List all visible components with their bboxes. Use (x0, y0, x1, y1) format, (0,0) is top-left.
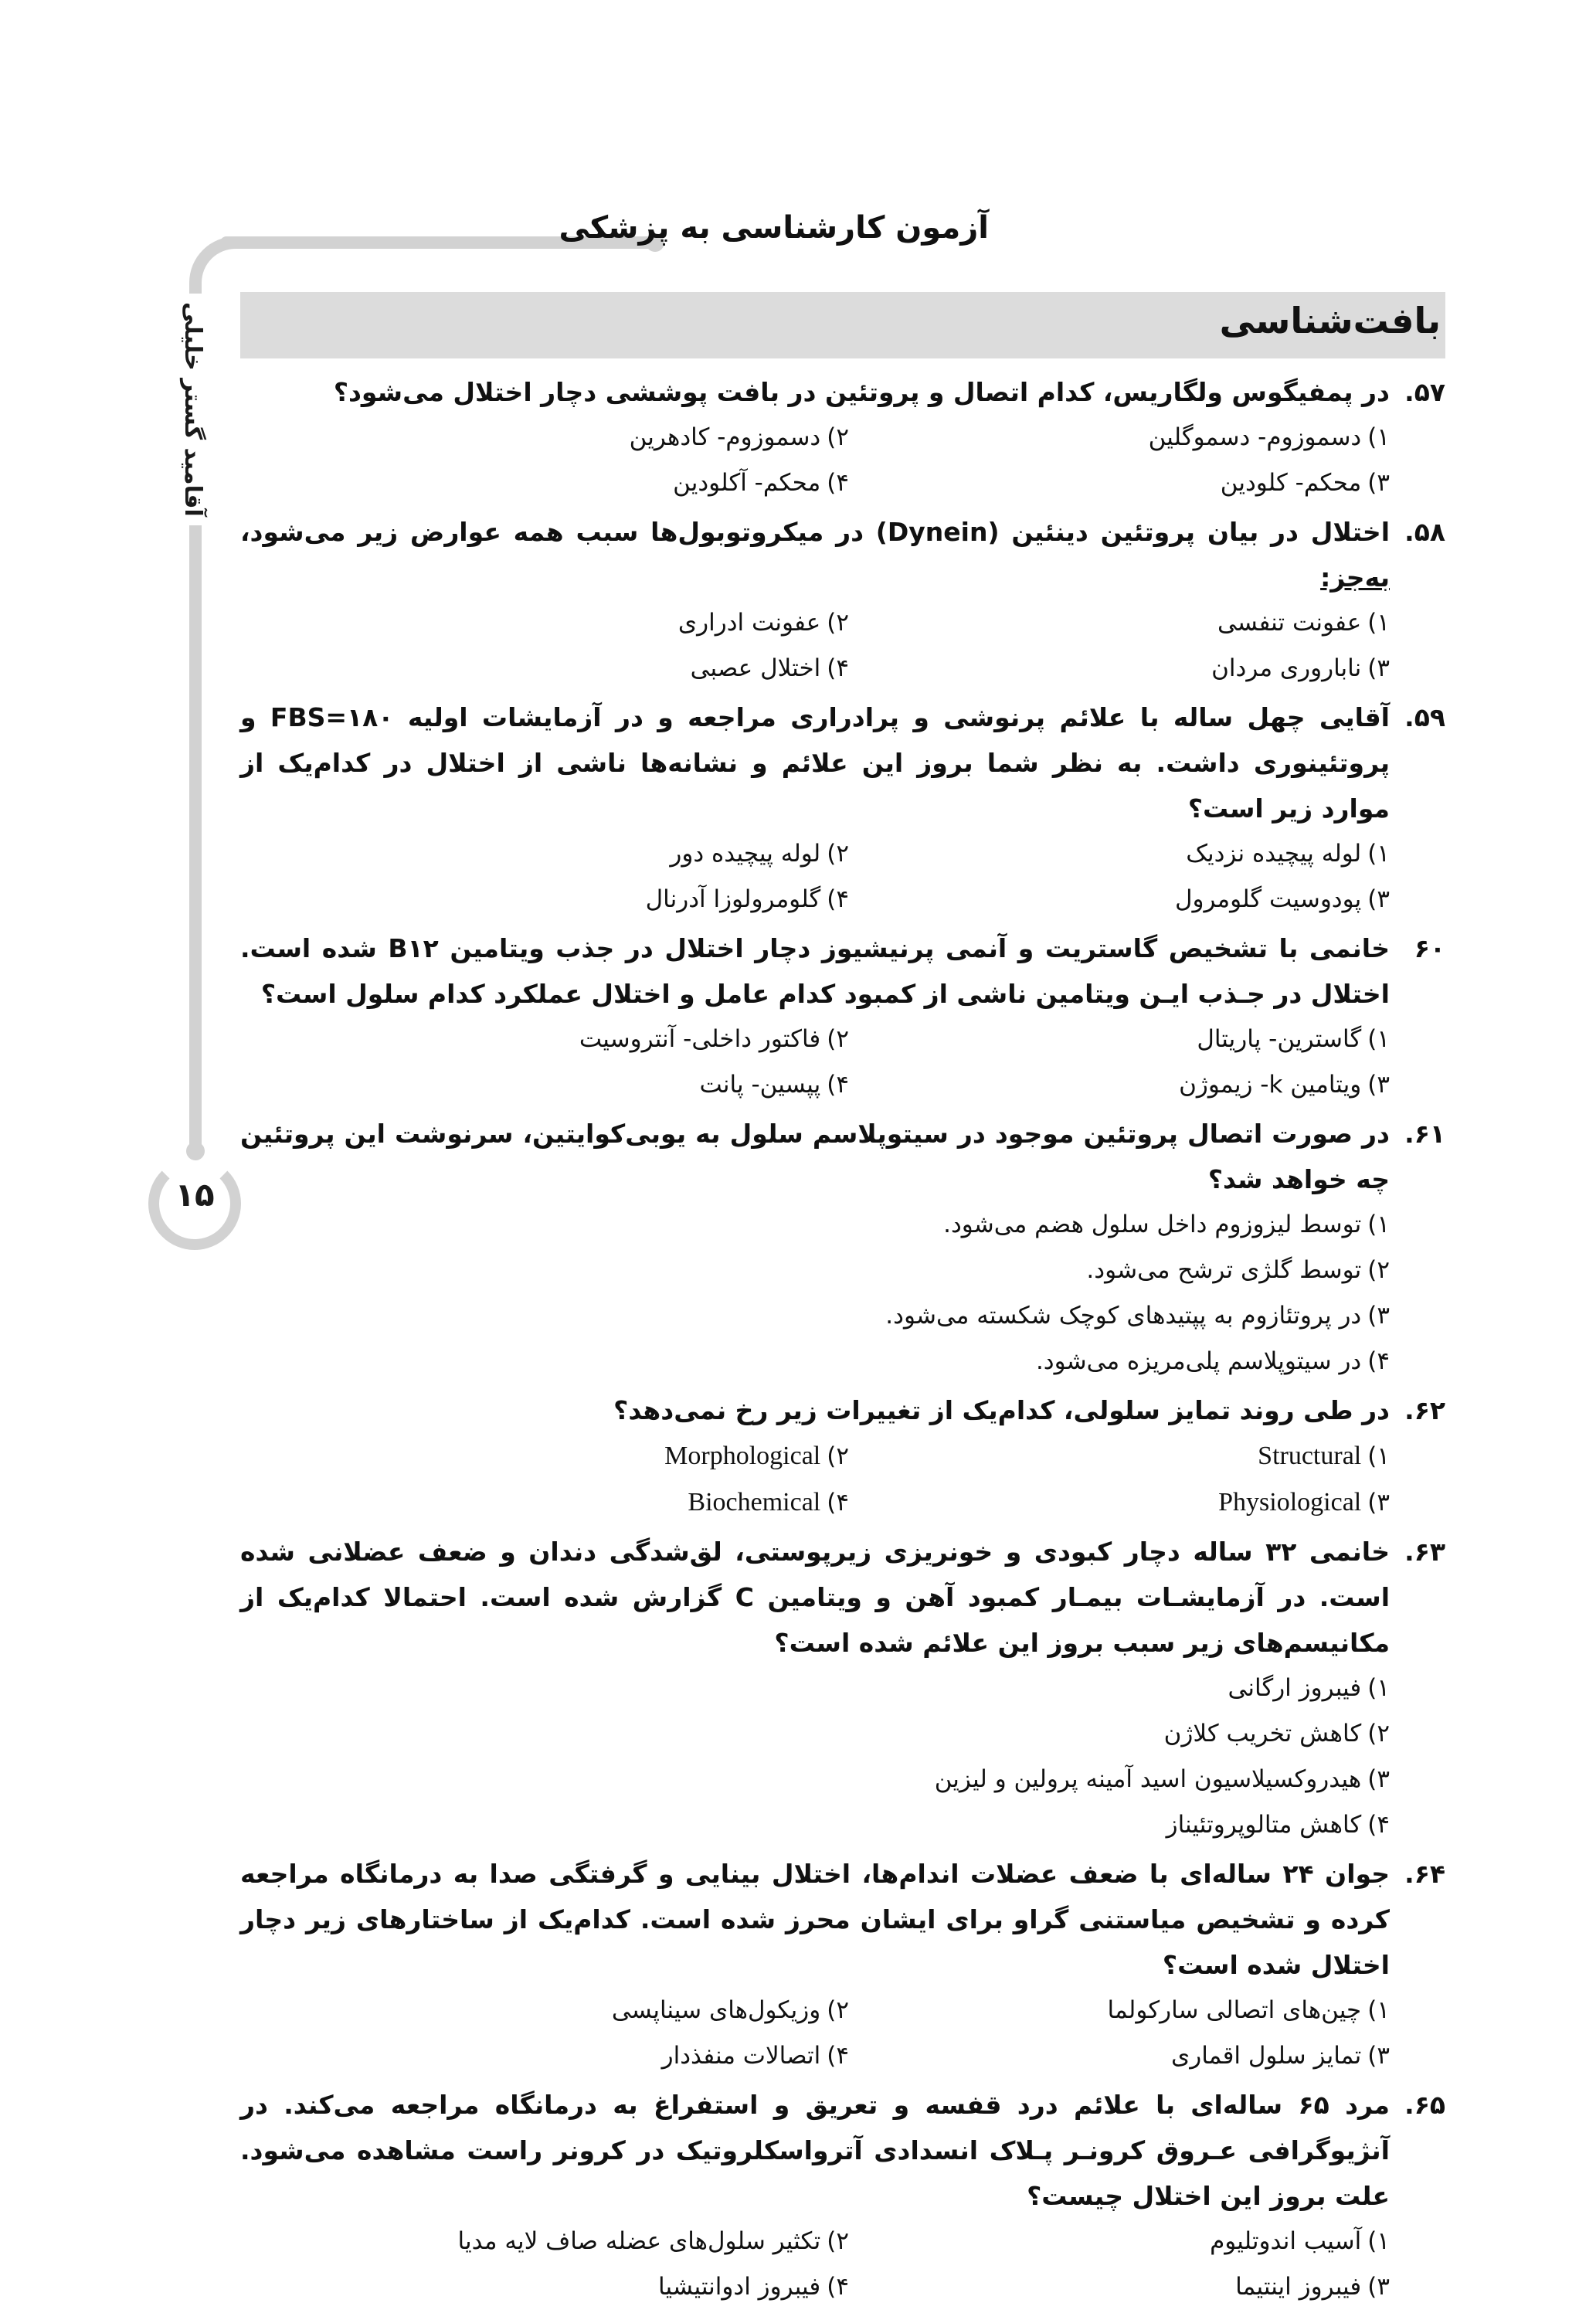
question-text: آقایی چهل ساله با علائم پرنوشی و پرادراری مراجعه و در آزمایشات اولیه FBS=۱۸۰ و پروتئینوری داشت. به نظر شما بروز این علائم و نشانه‌ها ناشی از اختلال در کدام‌یک از موارد زیر است؟ (240, 702, 1390, 824)
answer-option (849, 1017, 1390, 1062)
question-stem (240, 369, 1445, 415)
question-stem (240, 1529, 1445, 1666)
option-text: لوله پیچیده نزدیک (1186, 840, 1362, 868)
answer-option (308, 1293, 1390, 1339)
answer-option (308, 1757, 1390, 1802)
option-text: ویتامین k- زیموژن (1179, 1071, 1362, 1099)
option-text: فیبروز ارگانی (1228, 1674, 1362, 1702)
option-number: ۴) (827, 469, 849, 497)
answer-option (849, 2219, 1390, 2264)
option-number: ۱) (1367, 423, 1390, 451)
option-number: ۳) (1367, 2042, 1390, 2070)
option-number: ۱) (1367, 1442, 1390, 1470)
question-text: مرد ۶۵ ساله‌ای با علائم درد قفسه و تعریق و استفراغ به درمانگاه مراجعه می‌کند. در آنژیوگرافی عـروق کرونـر پـلاک انسدادی آترواسکلروتیک در کرونر راست مشاهده می‌شود. علت بروز این اختلال چیست؟ (240, 2090, 1390, 2211)
page-number: ۱۵ (175, 1176, 215, 1214)
answer-option (308, 1248, 1390, 1293)
question-item (240, 1851, 1445, 2079)
option-number: ۴) (1367, 1811, 1390, 1839)
answer-option (308, 1666, 1390, 1711)
answer-option (308, 1202, 1390, 1248)
option-number: ۱) (1367, 1996, 1390, 2024)
option-number: ۳) (1367, 654, 1390, 682)
option-text: فاکتور داخلی- آنتروسیت (579, 1025, 821, 1053)
question-stem (240, 1387, 1445, 1433)
answer-option (849, 1433, 1390, 1479)
option-text: Structural (1258, 1442, 1362, 1470)
question-number: ۶۴. (1404, 1859, 1445, 1889)
option-text: عفونت ادراری (677, 609, 821, 637)
option-number: ۴) (827, 2042, 849, 2070)
option-text: محکم- کلودین (1220, 469, 1362, 497)
option-number: ۱) (1367, 609, 1390, 637)
option-text: وزیکول‌های سیناپسی (611, 1996, 821, 2024)
question-text: در طی روند تمایز سلولی، کدام‌یک از تغییرات زیر رخ نمی‌دهد؟ (613, 1395, 1390, 1425)
answer-option (308, 1339, 1390, 1384)
answer-option (849, 1988, 1390, 2033)
question-stem (240, 695, 1445, 831)
answer-option (308, 2033, 849, 2079)
option-number: ۲) (1367, 1720, 1390, 1747)
option-text: پودوسیت گلومرول (1174, 885, 1362, 913)
option-number: ۲) (827, 2227, 849, 2255)
option-text: در پروتئازوم به پپتیدهای کوچک شکسته می‌شود. (885, 1302, 1362, 1330)
option-text: لوله پیچیده دور (670, 840, 821, 868)
option-list (240, 600, 1445, 691)
option-number: ۳) (1367, 1489, 1390, 1517)
option-text: گلومرولوزا آدرنال (645, 885, 821, 913)
question-text: در پمفیگوس ولگاریس، کدام اتصال و پروتئین در بافت پوششی دچار اختلال می‌شود؟ (333, 377, 1390, 407)
frame-corner (189, 236, 251, 298)
answer-option (308, 2264, 849, 2310)
question-number: ۶۰ (1414, 933, 1445, 963)
answer-option (849, 460, 1390, 506)
option-number: ۲) (827, 1996, 849, 2024)
question-item (240, 1387, 1445, 1526)
answer-option (308, 1988, 849, 2033)
option-number: ۴) (827, 1489, 849, 1517)
question-number: ۶۳. (1404, 1537, 1445, 1567)
question-text: خانمی ۳۲ ساله دچار کبودی و خونریزی زیرپوستی، لق‌شدگی دندان و ضعف عضلانی شده است. در آزمایشـات بیمـار کمبود آهن و ویتامین C گزارش شده است. احتمالا کدام‌یک از مکانیسم‌های زیر سبب بروز این علائم شده است؟ (240, 1537, 1391, 1658)
option-text: ناباروری مردان (1211, 654, 1362, 682)
option-text: کاهش متالوپروتئیناز (1166, 1811, 1362, 1839)
answer-option (308, 415, 849, 460)
answer-option (849, 877, 1390, 922)
section-title: بافت‌شناسی (1219, 300, 1441, 341)
question-stem (240, 1111, 1445, 1202)
option-text: کاهش تخریب کلاژن (1163, 1720, 1362, 1747)
question-text: اختلال در بیان پروتئین دینئین (Dynein) در میکروتوبول‌ها سبب همه عوارض زیر می‌شود، (240, 517, 1391, 547)
answer-option (308, 1802, 1390, 1848)
answer-option (308, 1479, 849, 1526)
question-text: جوان ۲۴ ساله‌ای با ضعف عضلات اندام‌ها، اختلال بینایی و گرفتگی صدا به درمانگاه مراجعه کرده و تشخیص میاستنی گراو برای ایشان محرز شده است. کدام‌یک از ساختارهای زیر دچار اختلال شده است؟ (240, 1859, 1390, 1980)
question-number: ۵۷. (1404, 377, 1445, 407)
answer-option (308, 877, 849, 922)
option-list (240, 1988, 1445, 2079)
question-number: ۵۸. (1404, 517, 1445, 547)
answer-option (849, 2033, 1390, 2079)
question-text: خانمی با تشخیص گاستریت و آنمی پرنیشیوز دچار اختلال در جذب ویتامین B۱۲ شده است. اختلال در جـذب ایـن ویتامین ناشی از کمبود کدام عامل و اختلال عملکرد کدام سلول است؟ (240, 933, 1390, 1009)
question-number: ۶۲. (1404, 1395, 1445, 1425)
question-list (240, 369, 1445, 2313)
option-text: دسموزوم- کادهرین (629, 423, 821, 451)
option-text: محکم- آکلودین (673, 469, 821, 497)
option-text: توسط لیزوزوم داخل سلول هضم می‌شود. (943, 1211, 1362, 1238)
option-number: ۲) (827, 1025, 849, 1053)
answer-option (308, 646, 849, 691)
answer-option (308, 1017, 849, 1062)
option-text: عفونت تنفسی (1217, 609, 1362, 637)
option-text: آسیب اندوتلیوم (1210, 2227, 1362, 2255)
option-number: ۳) (1367, 469, 1390, 497)
option-list (240, 415, 1445, 506)
option-number: ۴) (827, 885, 849, 913)
section-header-bar (240, 292, 1445, 358)
answer-option (308, 2219, 849, 2264)
option-number: ۲) (827, 423, 849, 451)
question-item (240, 2082, 1445, 2310)
answer-option (849, 1479, 1390, 1526)
answer-option (849, 646, 1390, 691)
question-emphasis: به‌جز: (1320, 562, 1390, 593)
option-text: Biochemical (688, 1488, 821, 1517)
option-text: تکثیر سلول‌های عضله صاف لایه مدیا (457, 2227, 821, 2255)
option-list (240, 1666, 1445, 1848)
option-text: گاسترین- پاریتال (1197, 1025, 1362, 1053)
option-text: اتصالات منفذدار (661, 2042, 821, 2070)
answer-option (308, 1062, 849, 1108)
question-stem (240, 1851, 1445, 1988)
option-number: ۳) (1367, 885, 1390, 913)
option-text: Physiological (1218, 1488, 1362, 1517)
answer-option (849, 415, 1390, 460)
option-number: ۳) (1367, 1071, 1390, 1099)
option-text: هیدروکسیلاسیون اسید آمینه پرولین و لیزین (934, 1765, 1362, 1793)
question-item (240, 695, 1445, 922)
option-number: ۲) (827, 609, 849, 637)
answer-option (849, 2264, 1390, 2310)
option-list (240, 1017, 1445, 1108)
option-text: فیبروز ادوانتیشیا (658, 2273, 821, 2301)
option-number: ۱) (1367, 1025, 1390, 1053)
option-text: دسموزوم- دسموگلین (1148, 423, 1362, 451)
answer-option (308, 600, 849, 646)
question-item (240, 369, 1445, 506)
book-title: آزمون کارشناسی به پزشکی (559, 210, 989, 246)
option-list (240, 2219, 1445, 2310)
answer-option (308, 1711, 1390, 1757)
option-text: پپسین- پانت (699, 1071, 821, 1099)
option-number: ۴) (827, 1071, 849, 1099)
question-item (240, 1529, 1445, 1848)
option-text: چین‌های اتصالی سارکولما (1107, 1996, 1362, 2024)
option-number: ۲) (827, 1442, 849, 1470)
answer-option (308, 460, 849, 506)
option-number: ۴) (827, 2273, 849, 2301)
answer-option (849, 1062, 1390, 1108)
question-stem (240, 926, 1445, 1017)
option-number: ۳) (1367, 1765, 1390, 1793)
option-text: فیبروز اینتیما (1235, 2273, 1362, 2301)
question-item (240, 926, 1445, 1108)
option-number: ۳) (1367, 1302, 1390, 1330)
option-list (240, 1202, 1445, 1384)
answer-option (849, 831, 1390, 877)
option-list (240, 1433, 1445, 1526)
question-number: ۶۵. (1404, 2090, 1445, 2120)
option-number: ۳) (1367, 2273, 1390, 2301)
option-text: اختلال عصبی (690, 654, 821, 682)
question-number: ۵۹. (1404, 702, 1445, 732)
side-author-label: آقامید گستر خلیلی (174, 294, 211, 525)
option-text: توسط گلژی ترشح می‌شود. (1086, 1256, 1362, 1284)
option-list (240, 831, 1445, 922)
option-number: ۴) (1367, 1347, 1390, 1375)
option-number: ۱) (1367, 1674, 1390, 1702)
question-stem (240, 509, 1445, 600)
question-item (240, 1111, 1445, 1384)
answer-option (308, 831, 849, 877)
question-item (240, 509, 1445, 691)
option-number: ۱) (1367, 2227, 1390, 2255)
option-number: ۱) (1367, 840, 1390, 868)
question-text: در صورت اتصال پروتئین موجود در سیتوپلاسم سلول به یوبی‌کوایتین، سرنوشت این پروتئین چه خواهد شد؟ (240, 1119, 1390, 1194)
option-number: ۱) (1367, 1211, 1390, 1238)
answer-option (849, 600, 1390, 646)
question-stem (240, 2082, 1445, 2219)
option-number: ۲) (1367, 1256, 1390, 1284)
option-text: تمایز سلول اقماری (1170, 2042, 1362, 2070)
option-number: ۲) (827, 840, 849, 868)
option-number: ۴) (827, 654, 849, 682)
option-text: در سیتوپلاسم پلی‌مریزه می‌شود. (1035, 1347, 1362, 1375)
answer-option (308, 1433, 849, 1479)
question-number: ۶۱. (1404, 1119, 1445, 1149)
option-text: Morphological (664, 1442, 821, 1470)
